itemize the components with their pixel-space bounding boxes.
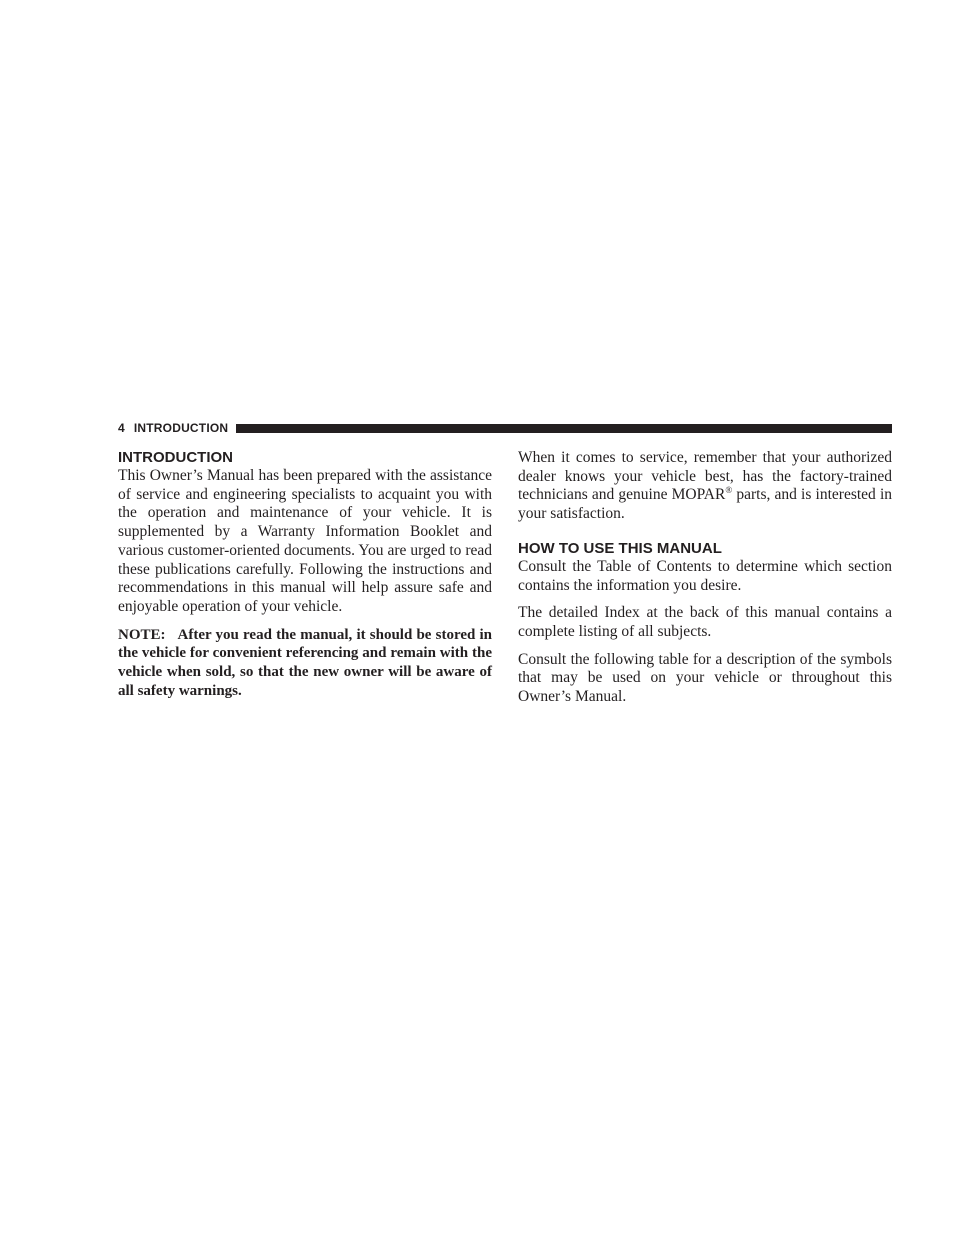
how-to-use-heading: HOW TO USE THIS MANUAL xyxy=(518,539,722,557)
page-number: 4 xyxy=(118,421,125,435)
registered-mark: ® xyxy=(725,485,733,496)
index-paragraph: The detailed Index at the back of this manual contains a complete listing of all subjects. xyxy=(518,604,892,640)
note-label: NOTE: xyxy=(118,626,166,643)
service-text-before: When it comes to service, remember that your authorized dealer knows your vehicle best, has the factory-trained technicians and genuine MOPAR xyxy=(518,449,892,504)
header-rule xyxy=(236,424,892,433)
left-column xyxy=(118,449,492,700)
introduction-paragraph: This Owner’s Manual has been prepared with the assistance of service and engineering specialists to acquaint you with the operation and maintenance of your vehicle. It is supplemented by a Warranty Information Booklet and various customer-oriented documents. You are urged to read these publications carefully. Following the instructions and recommendations in this manual will help assure safe and enjoyable operation of your vehicle. xyxy=(118,467,492,615)
note-block xyxy=(118,626,492,701)
note-text: After you read the manual, it should be stored in the vehicle for convenient referencing and remain with the vehicle when sold, so that the new owner will be aware of all safety warnings. xyxy=(118,626,492,699)
service-text-after: parts, and is interested in your satisfaction. xyxy=(518,486,892,523)
service-paragraph xyxy=(518,449,892,524)
table-of-contents-paragraph: Consult the Table of Contents to determine which section contains the information you desire. xyxy=(518,557,892,594)
running-section-title: INTRODUCTION xyxy=(133,421,229,435)
symbols-paragraph: Consult the following table for a description of the symbols that may be used on your vehicle or throughout this Owner’s Manual. xyxy=(518,650,892,706)
right-column xyxy=(518,449,892,716)
introduction-heading: INTRODUCTION xyxy=(118,449,233,466)
running-header xyxy=(118,420,892,436)
